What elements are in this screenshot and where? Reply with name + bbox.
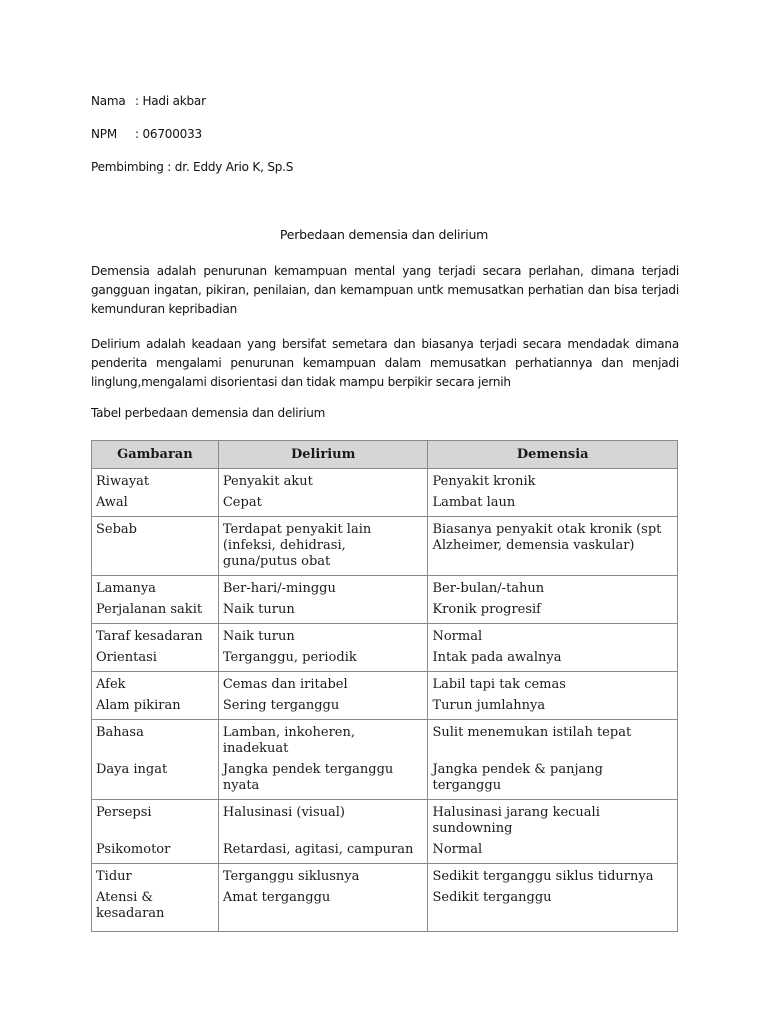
table-cell: Persepsi xyxy=(92,800,219,838)
table-cell: Sulit menemukan istilah tepat xyxy=(428,720,678,758)
table-cell: Terganggu siklusnya xyxy=(218,864,428,886)
table-cell: Lambat laun xyxy=(428,490,678,517)
table-row xyxy=(92,672,678,694)
table-row xyxy=(92,645,678,672)
table-cell: Jangka pendek & panjang terganggu xyxy=(428,757,678,800)
table-cell: Penyakit kronik xyxy=(428,469,678,491)
table-cell: Daya ingat xyxy=(92,757,219,800)
table-row xyxy=(92,885,678,932)
name-label: Nama xyxy=(91,94,126,108)
table-cell: Cemas dan iritabel xyxy=(218,672,428,694)
table-cell: Normal xyxy=(428,624,678,646)
table-cell: Halusinasi jarang kecuali sundowning xyxy=(428,800,678,838)
table-cell: Penyakit akut xyxy=(218,469,428,491)
table-row xyxy=(92,757,678,800)
table-cell: Sedikit terganggu xyxy=(428,885,678,932)
header-demensia: Demensia xyxy=(428,441,678,469)
table-cell: Halusinasi (visual) xyxy=(218,800,428,838)
table-caption: Tabel perbedaan demensia dan delirium xyxy=(91,406,326,420)
name-value: : Hadi akbar xyxy=(135,94,206,108)
table-row xyxy=(92,576,678,598)
table-cell: Amat terganggu xyxy=(218,885,428,932)
table-row xyxy=(92,624,678,646)
table-cell: Normal xyxy=(428,837,678,864)
table-row xyxy=(92,469,678,491)
table-cell: Terdapat penyakit lain (infeksi, dehidrasi, guna/putus obat xyxy=(218,517,428,576)
table-cell: Ber-hari/-minggu xyxy=(218,576,428,598)
paragraph-demensia: Demensia adalah penurunan kemampuan mental yang terjadi secara perlahan, dimana terjadi gangguan ingatan, pikiran, penilaian, dan kemampuan untk memusatkan perhatian dan bisa terjadi kemunduran kepribadian xyxy=(91,264,679,316)
supervisor-value: dr. Eddy Ario K, Sp.S xyxy=(174,160,294,174)
table-cell: Sebab xyxy=(92,517,219,576)
table-cell: Sering terganggu xyxy=(218,693,428,720)
table-row xyxy=(92,864,678,886)
student-name-line xyxy=(91,94,206,108)
table-row xyxy=(92,720,678,758)
table-cell: Retardasi, agitasi, campuran xyxy=(218,837,428,864)
table-cell: Tidur xyxy=(92,864,219,886)
npm-value: : 06700033 xyxy=(135,127,202,141)
supervisor-label: Pembimbing : xyxy=(91,160,172,174)
table-cell: Labil tapi tak cemas xyxy=(428,672,678,694)
table-row xyxy=(92,490,678,517)
comparison-table xyxy=(91,440,678,932)
table-row xyxy=(92,837,678,864)
table-cell: Riwayat xyxy=(92,469,219,491)
table-cell: Taraf kesadaran xyxy=(92,624,219,646)
table-cell: Psikomotor xyxy=(92,837,219,864)
student-npm-line xyxy=(91,127,202,141)
table-header-row xyxy=(92,441,678,469)
table-cell: Naik turun xyxy=(218,597,428,624)
table-row xyxy=(92,597,678,624)
table-cell: Biasanya penyakit otak kronik (spt Alzheimer, demensia vaskular) xyxy=(428,517,678,576)
table-row xyxy=(92,693,678,720)
document-title: Perbedaan demensia dan delirium xyxy=(279,227,489,242)
table-cell: Afek xyxy=(92,672,219,694)
table-cell: Sedikit terganggu siklus tidurnya xyxy=(428,864,678,886)
table-row xyxy=(92,800,678,838)
table-cell: Atensi & kesadaran xyxy=(92,885,219,932)
table-cell: Intak pada awalnya xyxy=(428,645,678,672)
table-cell: Awal xyxy=(92,490,219,517)
table-cell: Orientasi xyxy=(92,645,219,672)
header-delirium: Delirium xyxy=(218,441,428,469)
table-cell: Lamanya xyxy=(92,576,219,598)
table-cell: Lamban, inkoheren, inadekuat xyxy=(218,720,428,758)
table-cell: Terganggu, periodik xyxy=(218,645,428,672)
table-cell: Alam pikiran xyxy=(92,693,219,720)
table-cell: Kronik progresif xyxy=(428,597,678,624)
header-gambaran: Gambaran xyxy=(92,441,219,469)
table-cell: Cepat xyxy=(218,490,428,517)
table-cell: Jangka pendek terganggu nyata xyxy=(218,757,428,800)
table-cell: Bahasa xyxy=(92,720,219,758)
table-cell: Ber-bulan/-tahun xyxy=(428,576,678,598)
table-cell: Turun jumlahnya xyxy=(428,693,678,720)
paragraph-delirium: Delirium adalah keadaan yang bersifat semetara dan biasanya terjadi secara mendadak dimana penderita mengalami penurunan kemampuan dalam memusatkan perhatiannya dan menjadi linglung,mengalami disorientasi dan tidak mampu berpikir secara jernih xyxy=(91,337,679,389)
table-cell: Perjalanan sakit xyxy=(92,597,219,624)
npm-label: NPM xyxy=(91,127,117,141)
table-row xyxy=(92,517,678,576)
supervisor-line xyxy=(91,160,293,174)
table-cell: Naik turun xyxy=(218,624,428,646)
